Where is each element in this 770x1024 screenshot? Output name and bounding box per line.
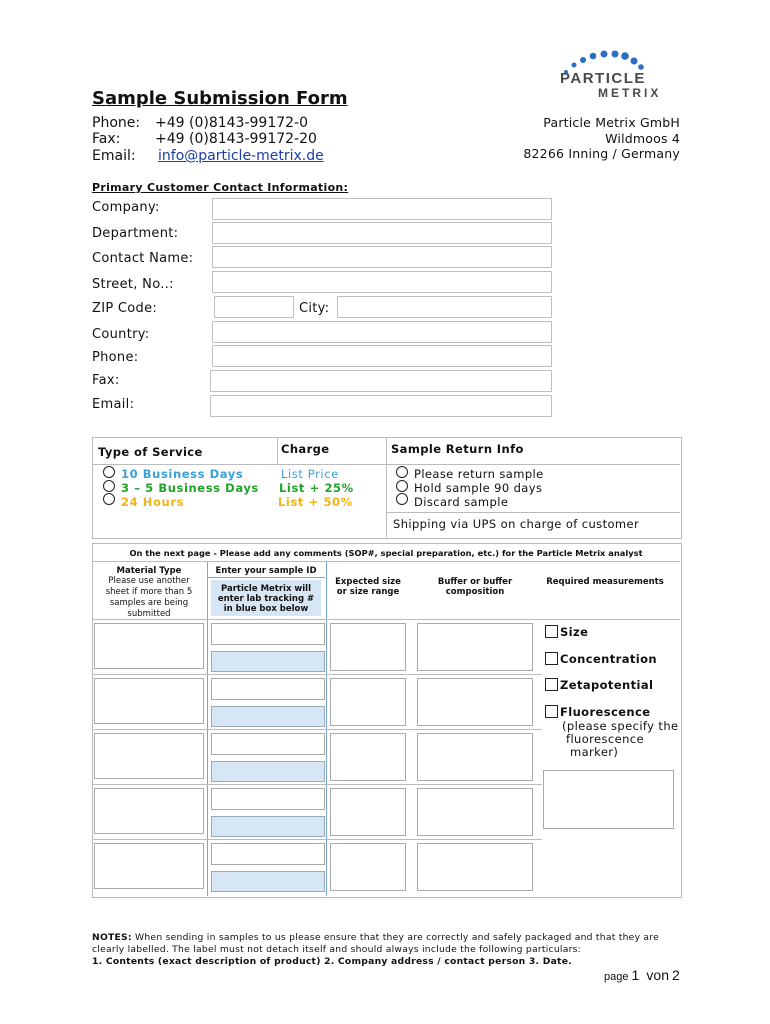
sample-id-cell-1[interactable] xyxy=(211,623,325,645)
required-measurements-header: Required measurements xyxy=(546,577,664,587)
buffer-cell-3[interactable] xyxy=(417,733,533,781)
page-total: 2 xyxy=(672,967,680,983)
samples-banner: On the next page - Please add any comments (SOP#, special preparation, etc.) for the Particle Metrix analyst xyxy=(129,548,643,558)
expected-size-cell-1[interactable] xyxy=(330,623,406,671)
lab-tracking-cell-1 xyxy=(211,651,325,672)
row-line-4 xyxy=(92,839,542,840)
zetapotential-label: Zetapotential xyxy=(560,678,654,692)
fluorescence-note-2: fluorescence xyxy=(566,732,644,746)
city-label: City: xyxy=(299,301,330,316)
service-option-24h: 24 Hours xyxy=(121,495,185,509)
sample-id-note: Particle Metrix will enter lab tracking # in blue box below xyxy=(217,584,315,614)
expected-size-header: Expected size or size range xyxy=(335,577,401,597)
concentration-checkbox[interactable] xyxy=(545,652,558,665)
fax-label: Fax: xyxy=(92,131,121,147)
street-label: Street, No..: xyxy=(92,277,174,292)
material-type-cell-4[interactable] xyxy=(94,788,204,834)
department-label: Department: xyxy=(92,226,179,241)
sample-id-cell-2[interactable] xyxy=(211,678,325,700)
email-field-label: Email: xyxy=(92,397,135,412)
expected-size-cell-3[interactable] xyxy=(330,733,406,781)
row-line-2 xyxy=(92,729,542,730)
address-company: Particle Metrix GmbH xyxy=(543,115,680,130)
email-link[interactable]: info@particle-metrix.de xyxy=(158,148,324,164)
page-number: 1 xyxy=(631,967,640,983)
page-von: von xyxy=(646,967,669,983)
phone-value: +49 (0)8143-99172-0 xyxy=(155,115,309,131)
phone-field[interactable] xyxy=(212,345,552,367)
address-city: 82266 Inning / Germany xyxy=(523,146,680,161)
return-radio-hold[interactable] xyxy=(396,480,408,492)
lab-tracking-cell-3 xyxy=(211,761,325,782)
fluorescence-label: Fluorescence xyxy=(560,705,651,719)
company-field[interactable] xyxy=(212,198,552,220)
address-street: Wildmoos 4 xyxy=(605,131,680,146)
page-footer xyxy=(604,967,680,983)
buffer-cell-5[interactable] xyxy=(417,843,533,891)
lab-tracking-cell-4 xyxy=(211,816,325,837)
service-option-3-5days: 3 – 5 Business Days xyxy=(121,481,259,495)
contact-name-field[interactable] xyxy=(212,246,552,268)
size-checkbox[interactable] xyxy=(545,625,558,638)
size-label: Size xyxy=(560,625,589,639)
phone-field-label: Phone: xyxy=(92,350,139,365)
notes-block xyxy=(92,932,692,968)
charge-list-price: List Price xyxy=(281,467,339,481)
notes-particulars: 1. Contents (exact description of product) 2. Company address / contact person 3. Date. xyxy=(92,956,572,967)
material-type-note: Please use another sheet if more than 5 samples are being submitted xyxy=(105,576,193,619)
buffer-cell-2[interactable] xyxy=(417,678,533,726)
lab-tracking-cell-2 xyxy=(211,706,325,727)
page-title: Sample Submission Form xyxy=(92,88,348,109)
shipping-line xyxy=(386,512,680,513)
charge-header: Charge xyxy=(281,442,330,456)
fax-field-label: Fax: xyxy=(92,373,120,388)
material-type-cell-1[interactable] xyxy=(94,623,204,669)
sample-id-cell-5[interactable] xyxy=(211,843,325,865)
sample-return-header: Sample Return Info xyxy=(391,442,524,456)
sample-id-header-underline xyxy=(207,577,325,578)
return-please-return: Please return sample xyxy=(414,467,544,481)
fax-value: +49 (0)8143-99172-20 xyxy=(155,131,317,147)
department-field[interactable] xyxy=(212,222,552,244)
city-field[interactable] xyxy=(337,296,552,318)
shipping-note: Shipping via UPS on charge of customer xyxy=(393,517,640,531)
sample-id-cell-4[interactable] xyxy=(211,788,325,810)
return-discard: Discard sample xyxy=(414,495,509,509)
sample-id-header: Enter your sample ID xyxy=(215,566,317,576)
service-radio-10days[interactable] xyxy=(103,466,115,478)
service-header-line xyxy=(92,464,680,465)
return-hold: Hold sample 90 days xyxy=(414,481,543,495)
buffer-cell-4[interactable] xyxy=(417,788,533,836)
fluorescence-note-3: marker) xyxy=(570,745,619,759)
primary-contact-heading: Primary Customer Contact Information: xyxy=(92,181,349,194)
samples-banner-line xyxy=(92,561,680,562)
sample-id-cell-3[interactable] xyxy=(211,733,325,755)
buffer-cell-1[interactable] xyxy=(417,623,533,671)
logo-line2: METRIX xyxy=(598,86,662,100)
concentration-label: Concentration xyxy=(560,652,657,666)
fluorescence-marker-field[interactable] xyxy=(543,770,674,829)
fluorescence-checkbox[interactable] xyxy=(545,705,558,718)
fluorescence-note-1: (please specify the xyxy=(562,719,679,733)
return-radio-please-return[interactable] xyxy=(396,466,408,478)
material-type-header: Material Type xyxy=(116,566,182,576)
service-radio-3-5days[interactable] xyxy=(103,480,115,492)
expected-size-cell-5[interactable] xyxy=(330,843,406,891)
page-label: page xyxy=(604,971,629,983)
material-type-cell-3[interactable] xyxy=(94,733,204,779)
fax-field[interactable] xyxy=(210,370,552,392)
notes-text: When sending in samples to us please ensure that they are correctly and safely packaged and that they are clearly labelled. The label must not detach itself and should always include the following particulars: xyxy=(92,932,660,955)
charge-plus-25: List + 25% xyxy=(279,481,354,495)
country-field[interactable] xyxy=(212,321,552,343)
zip-field[interactable] xyxy=(214,296,294,318)
samples-header-line xyxy=(92,619,680,620)
service-divider-1 xyxy=(277,437,278,464)
company-label: Company: xyxy=(92,200,160,215)
material-type-cell-5[interactable] xyxy=(94,843,204,889)
buffer-header: Buffer or buffer composition xyxy=(437,577,513,597)
notes-label: NOTES: xyxy=(92,932,132,943)
service-radio-24h[interactable] xyxy=(103,493,115,505)
country-label: Country: xyxy=(92,327,150,342)
row-line-1 xyxy=(92,674,542,675)
expected-size-cell-4[interactable] xyxy=(330,788,406,836)
type-of-service-header: Type of Service xyxy=(98,445,203,459)
phone-label: Phone: xyxy=(92,115,141,131)
logo xyxy=(548,48,678,104)
return-radio-discard[interactable] xyxy=(396,493,408,505)
street-field[interactable] xyxy=(212,271,552,293)
lab-tracking-cell-5 xyxy=(211,871,325,892)
logo-line1: PARTICLE xyxy=(560,70,646,87)
charge-plus-50: List + 50% xyxy=(278,495,353,509)
service-divider-2 xyxy=(386,437,387,537)
zip-label: ZIP Code: xyxy=(92,301,158,316)
row-line-3 xyxy=(92,784,542,785)
email-field[interactable] xyxy=(210,395,552,417)
zetapotential-checkbox[interactable] xyxy=(545,678,558,691)
service-option-10days: 10 Business Days xyxy=(121,467,244,481)
email-label: Email: xyxy=(92,148,136,164)
expected-size-cell-2[interactable] xyxy=(330,678,406,726)
contact-name-label: Contact Name: xyxy=(92,251,194,266)
material-type-cell-2[interactable] xyxy=(94,678,204,724)
